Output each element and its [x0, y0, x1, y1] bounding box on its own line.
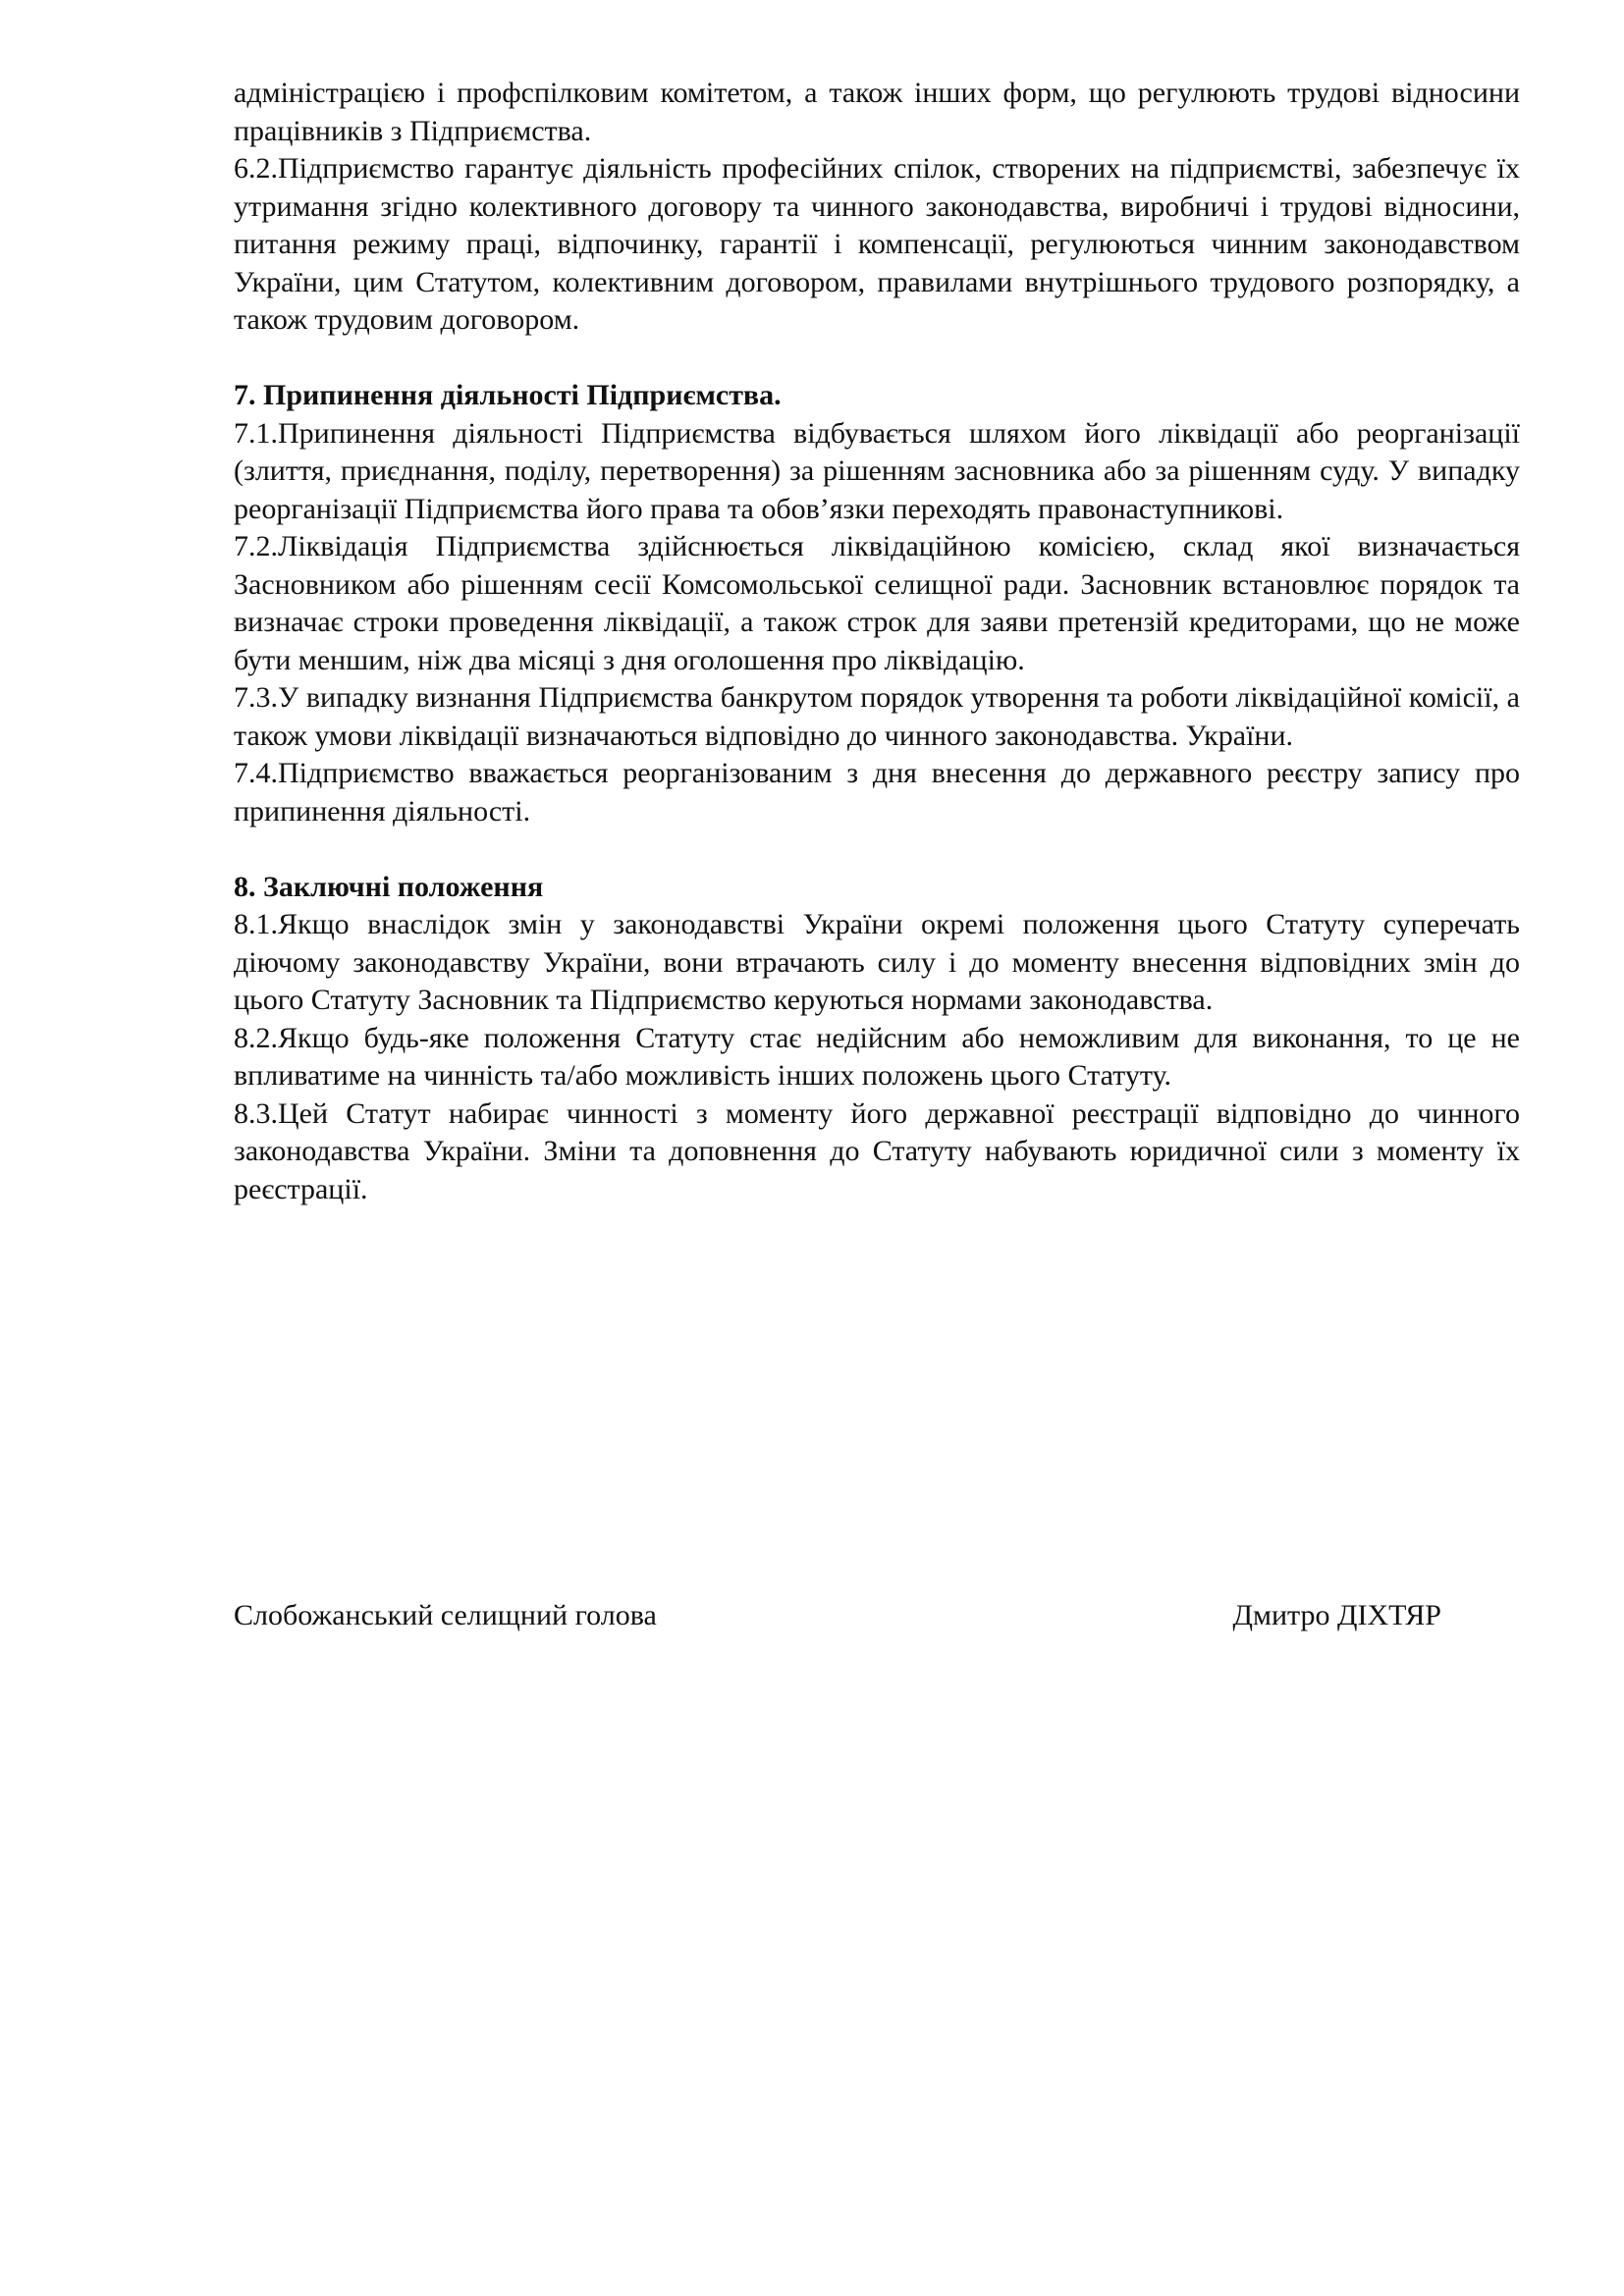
signatory-name: Дмитро ДІХТЯР: [1232, 1599, 1441, 1631]
paragraph-8-3: 8.3.Цей Статут набирає чинності з моменту його державної реєстрації відповідно до чинного законодавства України. Зміни та доповнення до Статуту набувають юридичної сили з моменту їх реєстрації.: [234, 1096, 1520, 1205]
paragraph-8-1: 8.1.Якщо внаслідок змін у законодавстві України окремі положення цього Статуту суперечать діючому законодавству України, вони втрачають силу і до моменту внесення відповідних змін до цього Статуту Засновник та Підприємство керуються нормами законодавства.: [234, 908, 1520, 1016]
section-gap: [234, 340, 1520, 378]
paragraph-7-2: 7.2.Ліквідація Підприємства здійснюється ліквідаційною комісією, склад якої визначається Засновником або рішенням сесії Комсомольської селищної ради. Засновник встановлює порядок та визначає строки проведення ліквідації, а також строк для заяви претензій кредиторами, що не може бути меншим, ніж два місяці з дня оголошення про ліквідацію.: [234, 530, 1520, 676]
paragraph-6-2: 6.2.Підприємство гарантує діяльність професійних спілок, створених на підприємстві, забезпечує їх утримання згідно колективного договору та чинного законодавства, виробничі і трудові відносини, питання режиму праці, відпочинку, гарантії і компенсації, регулюються чинним законодавством України, цим Статутом, колективним договором, правилами внутрішнього трудового розпорядку, а також трудовим договором.: [234, 152, 1520, 336]
section-8-heading: 8. Заключні положення: [234, 870, 544, 903]
section-7-heading: 7. Припинення діяльності Підприємства.: [234, 379, 782, 411]
signatory-position: Слобожанський селищний голова: [234, 1599, 657, 1631]
paragraph-7-4: 7.4.Підприємство вважається реорганізованим з дня внесення до державного реєстру запису про припинення діяльності.: [234, 757, 1520, 828]
signature-block: [234, 1597, 1441, 1634]
document-body: [234, 75, 1520, 1208]
paragraph-7-1: 7.1.Припинення діяльності Підприємства відбувається шляхом його ліквідації або реорганізації (злиття, приєднання, поділу, перетворення) за рішенням засновника або за рішенням суду. У випадку реорганізації Підприємства його права та обов’язки переходять правонаступникові.: [234, 416, 1520, 525]
paragraph-7-3: 7.3.У випадку визнання Підприємства банкрутом порядок утворення та роботи ліквідаційної комісії, а також умови ліквідації визначаються відповідно до чинного законодавства. України.: [234, 681, 1520, 752]
section-gap: [234, 830, 1520, 869]
paragraph-8-2: 8.2.Якщо будь-яке положення Статуту стає недійсним або неможливим для виконання, то це не впливатиме на чинність та/або можливість інших положень цього Статуту.: [234, 1021, 1520, 1092]
paragraph-6-1-tail: адміністрацією і профспілковим комітетом, а також інших форм, що регулюють трудові відносини працівників з Підприємства.: [234, 77, 1520, 147]
